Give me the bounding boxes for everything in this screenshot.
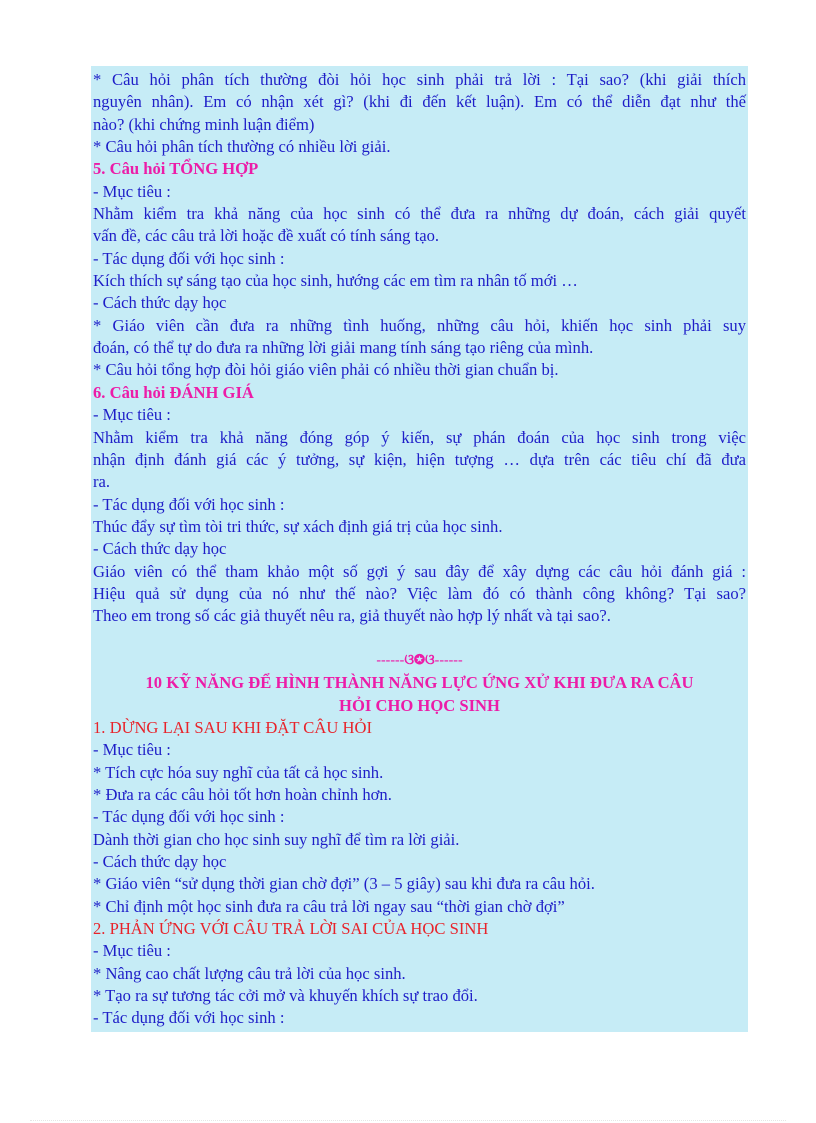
skill-heading-1: 1. DỪNG LẠI SAU KHI ĐẶT CÂU HỎI <box>93 717 372 737</box>
text-line: * Câu hỏi phân tích thường có nhiều lời giải. <box>93 137 391 157</box>
text-line: Giáo viên có thể tham khảo một số gợi ý sau đây để xây dựng các câu hỏi đánh giá : <box>93 561 746 581</box>
main-title-line-2: HỎI CHO HỌC SINH <box>339 695 500 715</box>
text-line: - Mục tiêu : <box>93 181 171 201</box>
text-line: - Cách thức dạy học <box>93 539 227 559</box>
text-line: - Mục tiêu : <box>93 941 171 961</box>
text-line: vấn đề, các câu trả lời hoặc đề xuất có tính sáng tạo. <box>93 226 440 246</box>
text-line: Thúc đẩy sự tìm tòi tri thức, sự xách định giá trị của học sinh. <box>93 516 503 536</box>
text-line: * Tích cực hóa suy nghĩ của tất cả học sinh. <box>93 762 384 782</box>
text-line: * Nâng cao chất lượng câu trả lời của học sinh. <box>93 963 406 983</box>
text-line: * Chỉ định một học sinh đưa ra câu trả lời ngay sau “thời gian chờ đợi” <box>93 896 565 916</box>
section-heading-5: 5. Câu hỏi TỔNG HỢP <box>93 159 259 179</box>
text-line: - Tác dụng đối với học sinh : <box>93 494 285 514</box>
footer-divider <box>30 1120 786 1121</box>
text-line: * Giáo viên “sử dụng thời gian chờ đợi” (3 – 5 giây) sau khi đưa ra câu hỏi. <box>93 874 595 894</box>
text-line: - Tác dụng đối với học sinh : <box>93 1008 285 1028</box>
ornament-separator: ------ଓ✪ଓ------ <box>376 652 463 668</box>
document-body <box>93 69 746 1030</box>
skill-heading-2: 2. PHẢN ỨNG VỚI CÂU TRẢ LỜI SAI CỦA HỌC SINH <box>93 919 489 939</box>
section-heading-6: 6. Câu hỏi ĐÁNH GIÁ <box>93 382 254 402</box>
text-line: * Đưa ra các câu hỏi tốt hơn hoàn chỉnh hơn. <box>93 785 392 804</box>
text-line: nguyên nhân). Em có nhận xét gì? (khi đi đến kết luận). Em có thể diễn đạt như thế <box>93 92 746 112</box>
text-line: Hiệu quả sử dụng của nó như thế nào? Việc làm đó có thành công không? Tại sao? <box>93 583 746 603</box>
text-line: - Mục tiêu : <box>93 740 171 760</box>
text-line: Theo em trong số các giả thuyết nêu ra, giả thuyết nào hợp lý nhất và tại sao?. <box>93 606 611 626</box>
text-line: Nhằm kiểm tra khả năng của học sinh có thể đưa ra những dự đoán, cách giải quyết <box>93 204 746 224</box>
text-line: Dành thời gian cho học sinh suy nghĩ để tìm ra lời giải. <box>93 829 460 849</box>
text-line: - Cách thức dạy học <box>93 852 227 872</box>
text-line: Nhằm kiểm tra khả năng đóng góp ý kiến, sự phán đoán của học sinh trong việc <box>93 427 746 447</box>
text-line: * Tạo ra sự tương tác cởi mở và khuyến khích sự trao đổi. <box>93 986 478 1006</box>
text-line: - Cách thức dạy học <box>93 293 227 313</box>
text-line: nhận định đánh giá các ý tưởng, sự kiện, hiện tượng … dựa trên các tiêu chí đã đưa <box>93 449 746 469</box>
text-line: nào? (khi chứng minh luận điểm) <box>93 114 315 134</box>
spacer <box>93 628 746 650</box>
text-line: Kích thích sự sáng tạo của học sinh, hướng các em tìm ra nhân tố mới … <box>93 271 578 291</box>
text-line: đoán, có thể tự do đưa ra những lời giải mang tính sáng tạo riêng của mình. <box>93 338 594 358</box>
text-line: ra. <box>93 472 111 492</box>
text-line: - Tác dụng đối với học sinh : <box>93 248 285 268</box>
text-line: - Mục tiêu : <box>93 405 171 425</box>
text-line: * Giáo viên cần đưa ra những tình huống, những câu hỏi, khiến học sinh phải suy <box>93 315 746 335</box>
text-line: * Câu hỏi phân tích thường đòi hỏi học sinh phải trả lời : Tại sao? (khi giải thích <box>93 70 746 89</box>
main-title-line-1: 10 KỸ NĂNG ĐỂ HÌNH THÀNH NĂNG LỰC ỨNG XỬ KHI ĐƯA RA CÂU <box>145 673 694 693</box>
text-line: * Câu hỏi tổng hợp đòi hỏi giáo viên phải có nhiều thời gian chuẩn bị. <box>93 360 559 380</box>
text-line: - Tác dụng đối với học sinh : <box>93 807 285 827</box>
